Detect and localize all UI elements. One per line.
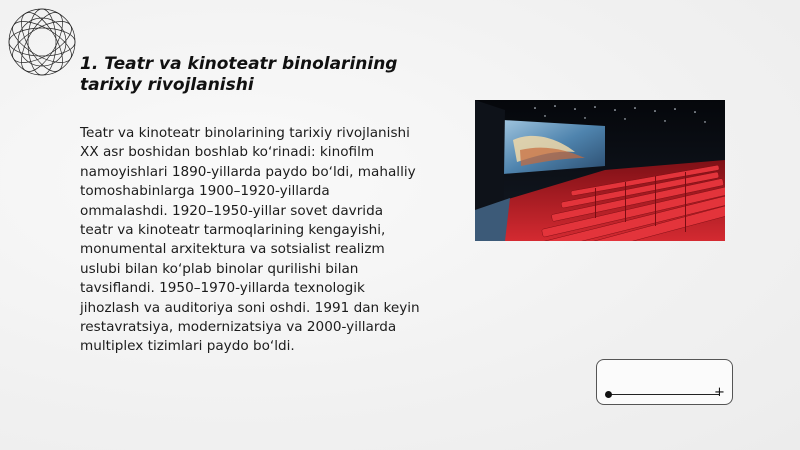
slide-title: 1. Teatr va kinoteatr binolarining tarixiy rivojlanishi [80, 54, 398, 95]
slider-knob[interactable] [605, 391, 612, 398]
slide-body-text: Teatr va kinoteatr binolarining tarixiy rivojlanishi XX asr boshidan boshlab koʻrinadi: kinofilm namoyishlari 1890-yillarda paydo boʻldi, mahalliy tomoshabinlarga 1900–1920-yillarda ommalashdi. 1920–1950-yillar sovet davrida teatr va kinoteatr tarmoqlarining kengayishi, monumental arxitektura va sotsialist realizm uslubi bilan koʻplab binolar qurilishi bilan tavsiflandi. 1950–1970-yillarda texnologik jihozlash va auditoriya soni oshdi. 1991 dan keyin restavratsiya, modernizatsiya va 2000-yillarda multiplex tizimlari paydo boʻldi. [80, 125, 420, 355]
plus-icon[interactable]: + [714, 385, 725, 400]
circular-line-ornament-icon [4, 4, 80, 80]
slider-track[interactable] [608, 394, 720, 395]
cinema-auditorium-photo [475, 100, 725, 241]
zoom-slider-control[interactable] [596, 359, 733, 405]
